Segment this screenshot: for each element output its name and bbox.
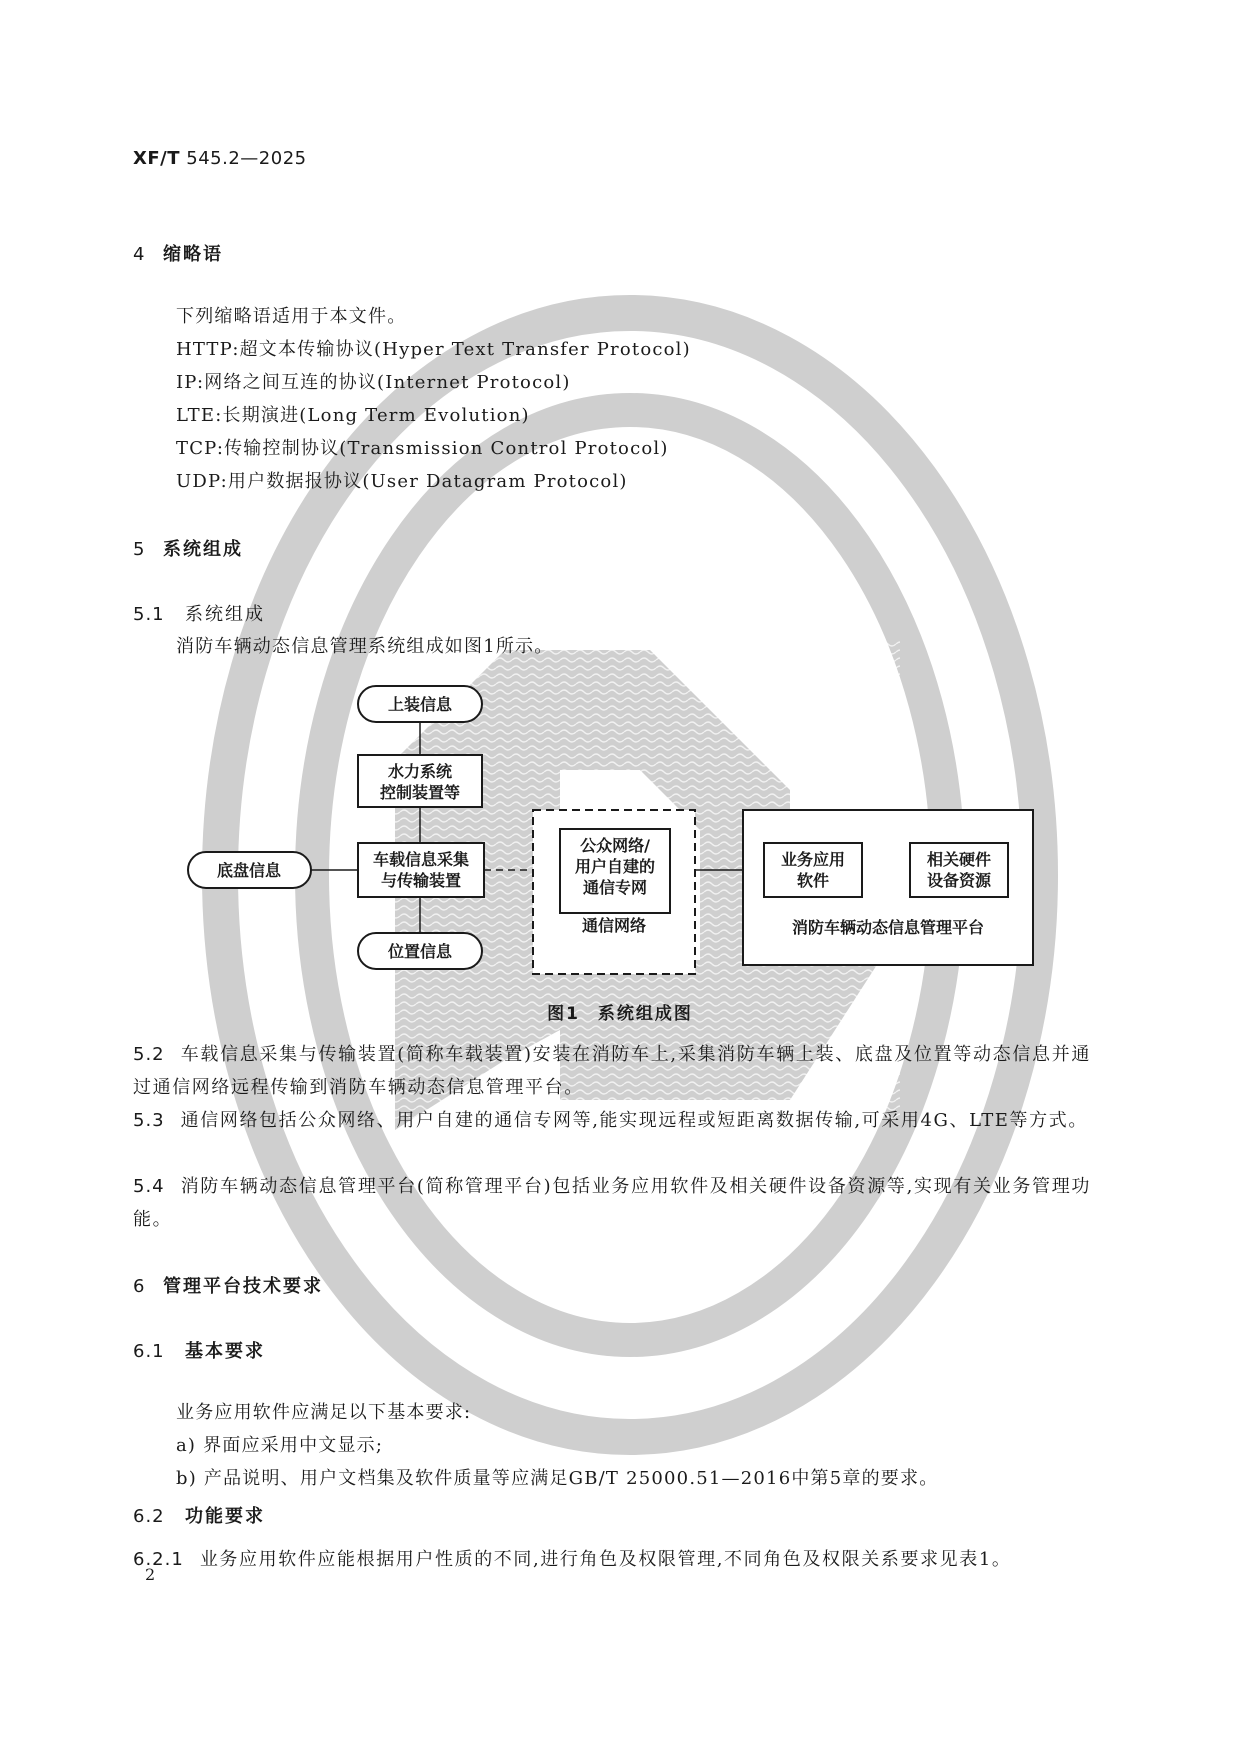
sec61-item-b: b) 产品说明、用户文档集及软件质量等应满足GB/T 25000.51—2016中第5章的要求。 <box>176 1468 939 1489</box>
hydraulic-label-1: 水力系统 <box>387 762 453 781</box>
section-6-1-heading: 6.1 基本要求 <box>133 1341 265 1362</box>
public-net-label-3: 通信专网 <box>582 878 648 897</box>
public-net-label-1: 公众网络/ <box>580 836 650 855</box>
vehicle-label-1: 车载信息采集 <box>372 850 470 869</box>
vehicle-label-2: 与传输装置 <box>380 871 462 890</box>
sec61-intro: 业务应用软件应满足以下基本要求: <box>176 1402 472 1423</box>
sec621-paragraph: 6.2.1 业务应用软件应能根据用户性质的不同,进行角色及权限管理,不同角色及权限关系要求见表1。 <box>133 1549 1012 1570</box>
upper-info-label: 上装信息 <box>387 695 453 714</box>
app-label-1: 业务应用 <box>780 850 846 869</box>
section-6-2-heading: 6.2 功能要求 <box>133 1506 265 1527</box>
abbrev-http: HTTP:超文本传输协议(Hyper Text Transfer Protocol) <box>176 339 691 360</box>
platform-group-label: 消防车辆动态信息管理平台 <box>791 918 985 937</box>
system-composition-diagram <box>180 675 1050 985</box>
page-number: 2 <box>145 1565 156 1584</box>
section-5-1-heading: 5.1 系统组成 <box>133 604 265 625</box>
sec54-paragraph: 5.4 消防车辆动态信息管理平台(简称管理平台)包括业务应用软件及相关硬件设备资源等,实现有关业务管理功能。 <box>133 1176 1091 1230</box>
section-5-heading: 5 系统组成 <box>133 539 243 560</box>
abbrev-udp: UDP:用户数据报协议(User Datagram Protocol) <box>176 471 628 492</box>
public-net-label-2: 用户自建的 <box>574 857 656 876</box>
position-info-label: 位置信息 <box>387 942 453 961</box>
hydraulic-label-2: 控制装置等 <box>379 783 461 802</box>
hw-label-1: 相关硬件 <box>926 850 992 869</box>
app-label-2: 软件 <box>796 871 830 890</box>
section-4-heading: 4 缩略语 <box>133 244 223 265</box>
abbrev-lte: LTE:长期演进(Long Term Evolution) <box>176 405 530 426</box>
hw-label-2: 设备资源 <box>926 871 992 890</box>
chassis-info-label: 底盘信息 <box>216 861 282 880</box>
figure-caption: 图1 系统组成图 <box>547 1004 693 1024</box>
sec4-intro: 下列缩略语适用于本文件。 <box>176 306 407 327</box>
document-code: XF/T 545.2—2025 <box>133 148 307 169</box>
sec51-text: 消防车辆动态信息管理系统组成如图1所示。 <box>176 636 554 657</box>
sec61-item-a: a) 界面应采用中文显示; <box>176 1435 384 1456</box>
sec52-paragraph: 5.2 车载信息采集与传输装置(简称车载装置)安装在消防车上,采集消防车辆上装、底盘及位置等动态信息并通过通信网络远程传输到消防车辆动态信息管理平台。 <box>133 1044 1091 1098</box>
network-group-label: 通信网络 <box>581 916 647 935</box>
abbrev-tcp: TCP:传输控制协议(Transmission Control Protocol) <box>176 438 669 459</box>
abbrev-ip: IP:网络之间互连的协议(Internet Protocol) <box>176 372 571 393</box>
section-6-heading: 6 管理平台技术要求 <box>133 1276 323 1297</box>
sec53-paragraph: 5.3 通信网络包括公众网络、用户自建的通信专网等,能实现远程或短距离数据传输,可采用4G、LTE等方式。 <box>133 1110 1088 1131</box>
